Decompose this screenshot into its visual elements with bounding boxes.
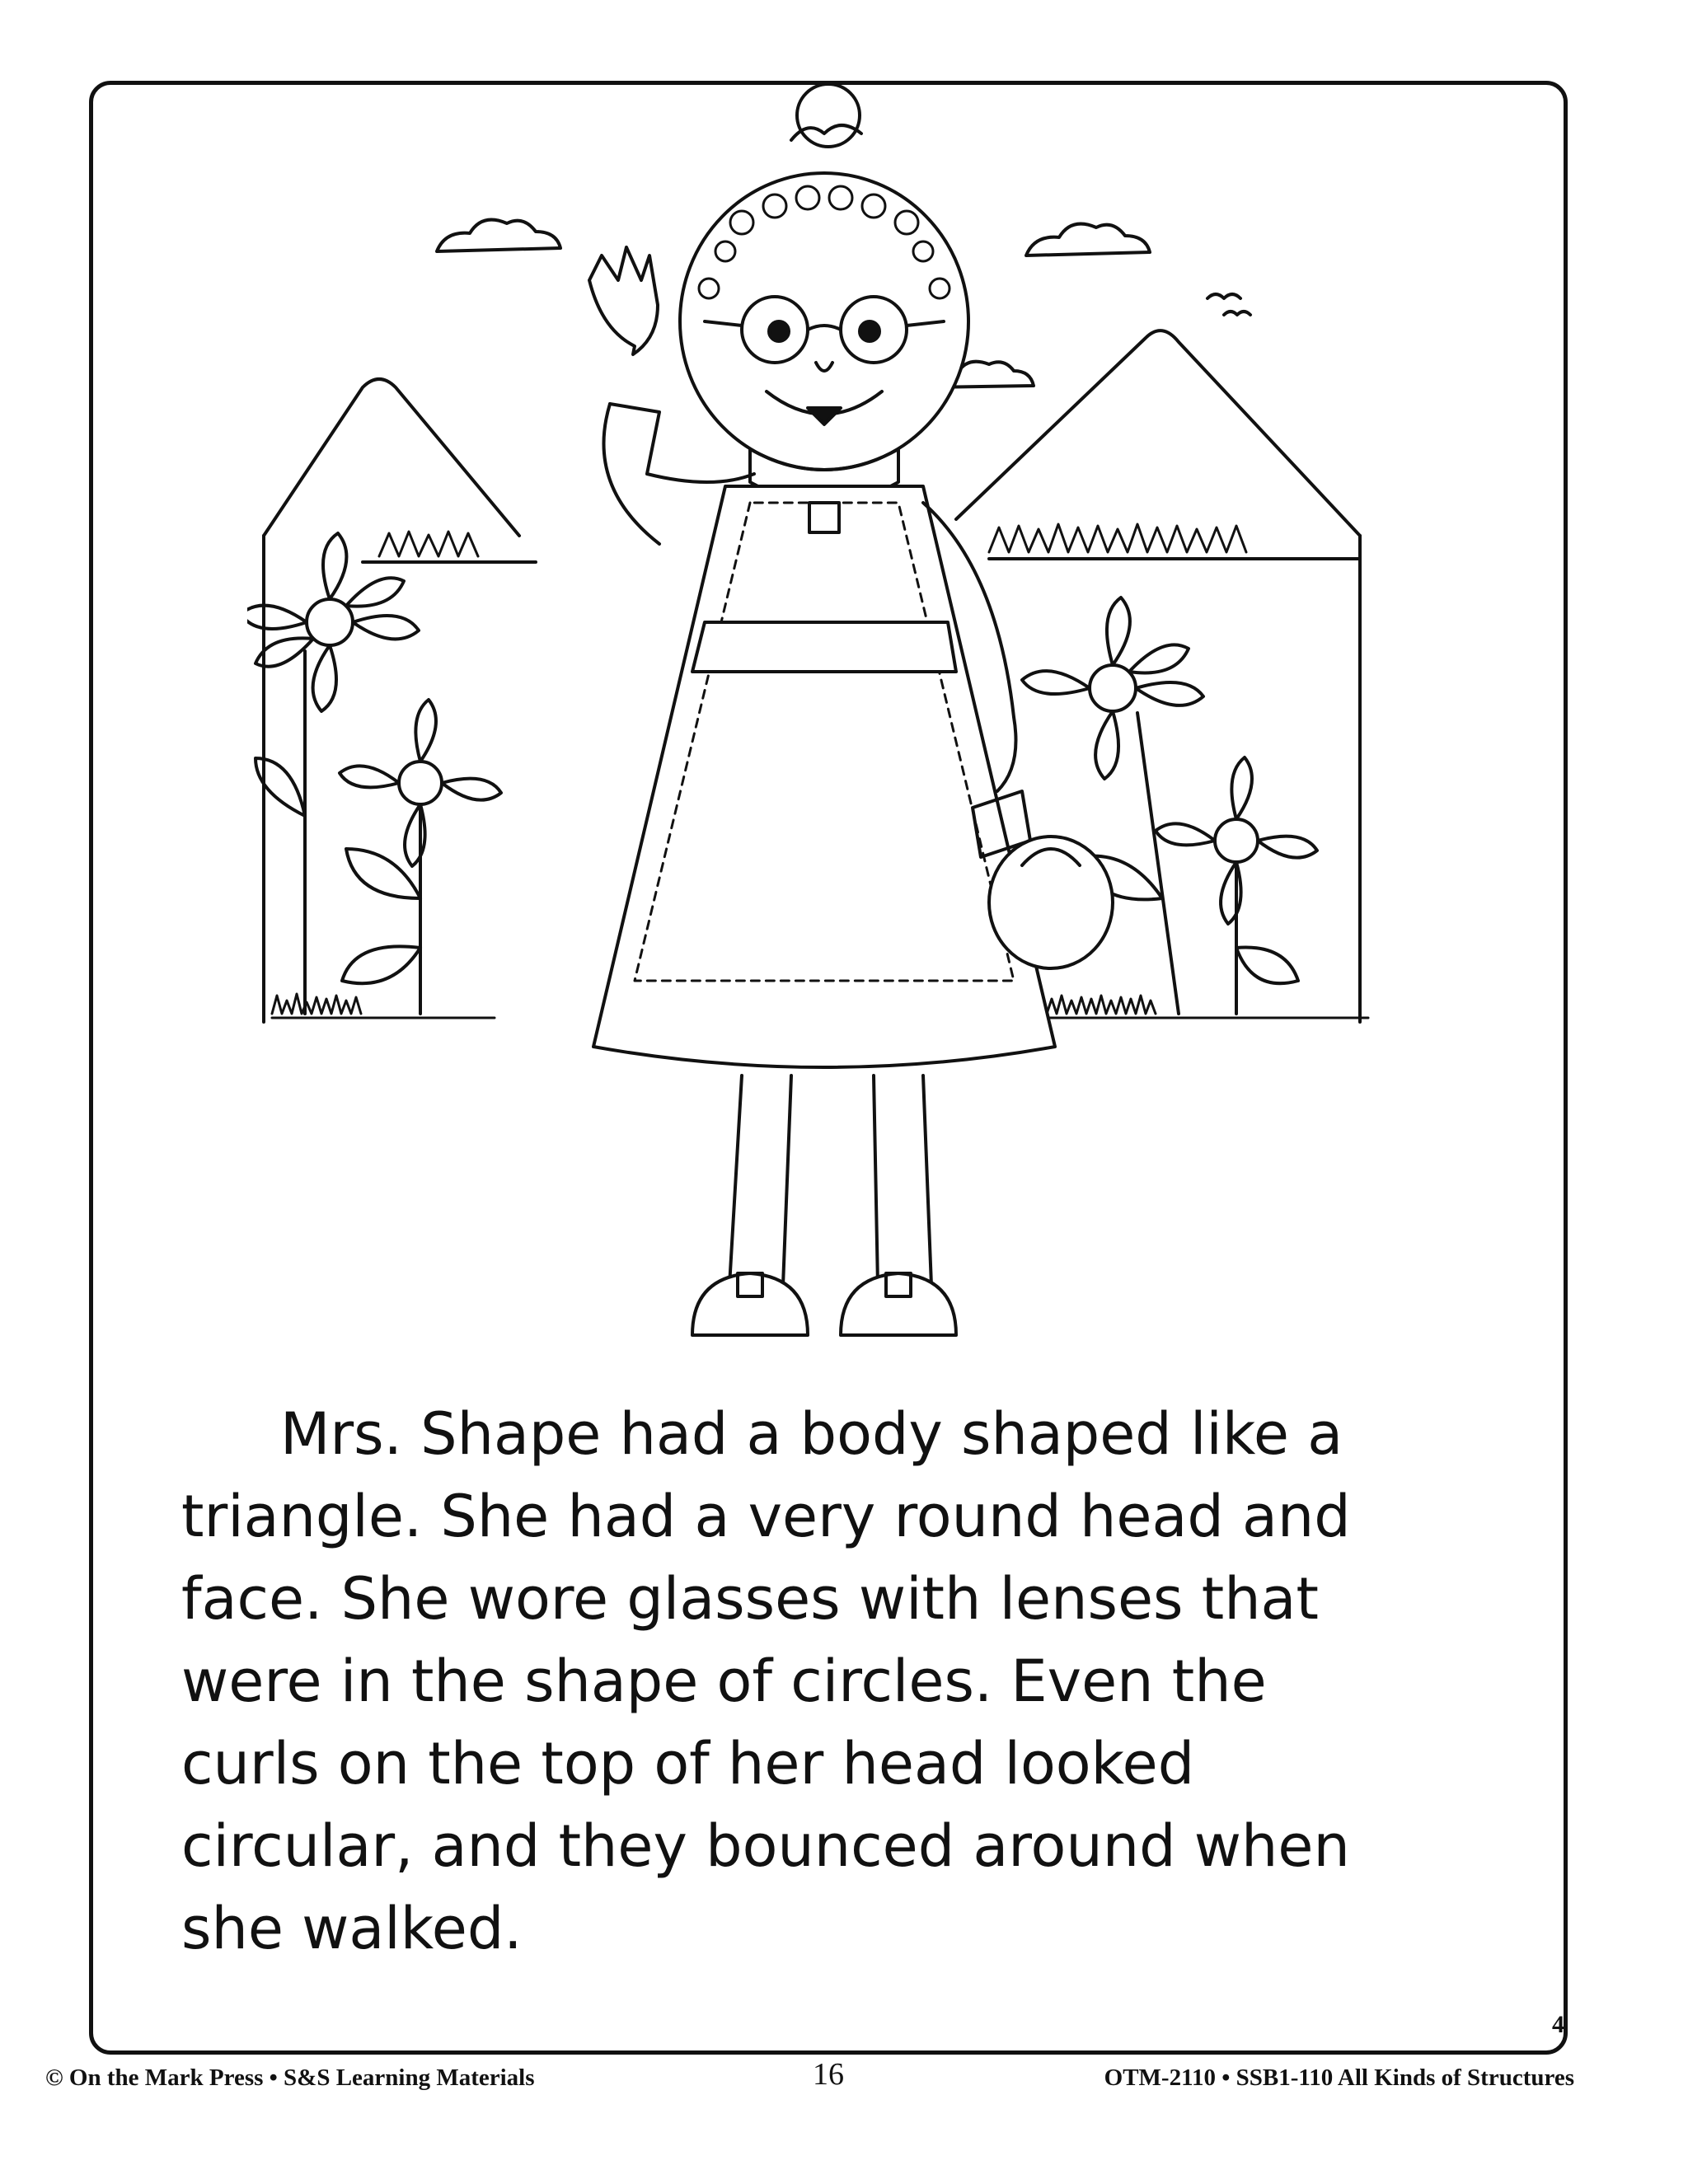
cloud-left bbox=[437, 220, 560, 251]
birds-icon bbox=[1207, 294, 1250, 315]
footer-product-code: OTM-2110 • SSB1-110 All Kinds of Structures bbox=[1104, 2064, 1574, 2091]
story-line: circular, and they bounced around when bbox=[181, 1812, 1350, 1880]
flower-left-tall bbox=[247, 533, 419, 1014]
footer-publisher: © On the Mark Press • S&S Learning Materials bbox=[45, 2064, 535, 2091]
flower-right-short bbox=[1156, 757, 1317, 1014]
story-text bbox=[181, 1393, 1517, 1970]
footer-page-number: 16 bbox=[813, 2057, 844, 2092]
story-line: face. She wore glasses with lenses that bbox=[181, 1565, 1319, 1633]
box-page-number: 4 bbox=[1552, 2011, 1564, 2038]
story-line: triangle. She had a very round head and bbox=[181, 1483, 1351, 1550]
mountain-right bbox=[956, 330, 1360, 536]
story-line: were in the shape of circles. Even the bbox=[181, 1647, 1267, 1715]
mountain-left bbox=[264, 379, 519, 536]
mrs-shape-illustration bbox=[247, 74, 1393, 1360]
cloud-right bbox=[1026, 224, 1150, 255]
story-line: Mrs. Shape had a body shaped like a bbox=[280, 1400, 1343, 1468]
story-line: she walked. bbox=[181, 1895, 523, 1962]
flower-left-short bbox=[340, 700, 501, 1014]
mrs-shape-figure bbox=[589, 84, 1113, 1335]
treeline-left bbox=[363, 532, 536, 562]
story-line: curls on the top of her head looked bbox=[181, 1730, 1195, 1797]
treeline-right bbox=[989, 524, 1360, 559]
